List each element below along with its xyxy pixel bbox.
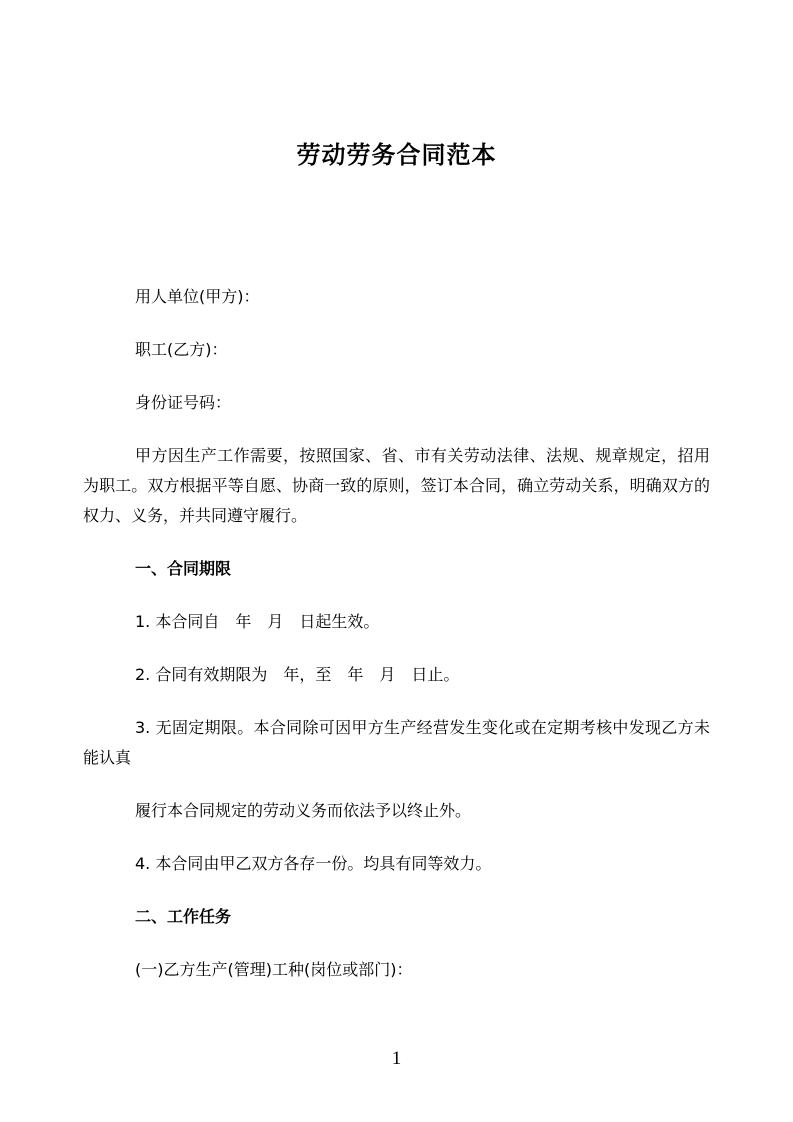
section-1-heading: 一、合同期限 — [135, 559, 232, 578]
field-id-number: 身份证号码： — [135, 393, 232, 412]
clause-2-1: (一)乙方生产(管理)工种(岗位或部门)： — [135, 960, 413, 979]
section-2-heading: 二、工作任务 — [135, 907, 232, 926]
clause-1-4: 4. 本合同由甲乙双方各存一份。均具有同等效力。 — [135, 854, 492, 873]
field-employee-party-b: 职工(乙方)： — [135, 340, 228, 359]
clause-1-3: 3. 无固定期限。本合同除可因甲方生产经营发生变化或在定期考核中发现乙方未能认真 — [83, 718, 710, 767]
document-title: 劳动劳务合同范本 — [296, 141, 497, 169]
page-number: 1 — [391, 1048, 402, 1069]
clause-1-2: 2. 合同有效期限为 年，至 年 月 日止。 — [135, 665, 460, 684]
preamble-paragraph: 甲方因生产工作需要，按照国家、省、市有关劳动法律、法规、规章规定，招用为职工。双方根据平等自愿、协商一致的原则，签订本合同，确立劳动关系，明确双方的权力、义务，并共同遵守履行。 — [83, 446, 710, 525]
field-employer-party-a: 用人单位(甲方)： — [135, 287, 260, 306]
clause-1-3-continuation: 履行本合同规定的劳动义务而依法予以终止外。 — [135, 801, 472, 820]
clause-1-1: 1. 本合同自 年 月 日起生效。 — [135, 612, 380, 631]
